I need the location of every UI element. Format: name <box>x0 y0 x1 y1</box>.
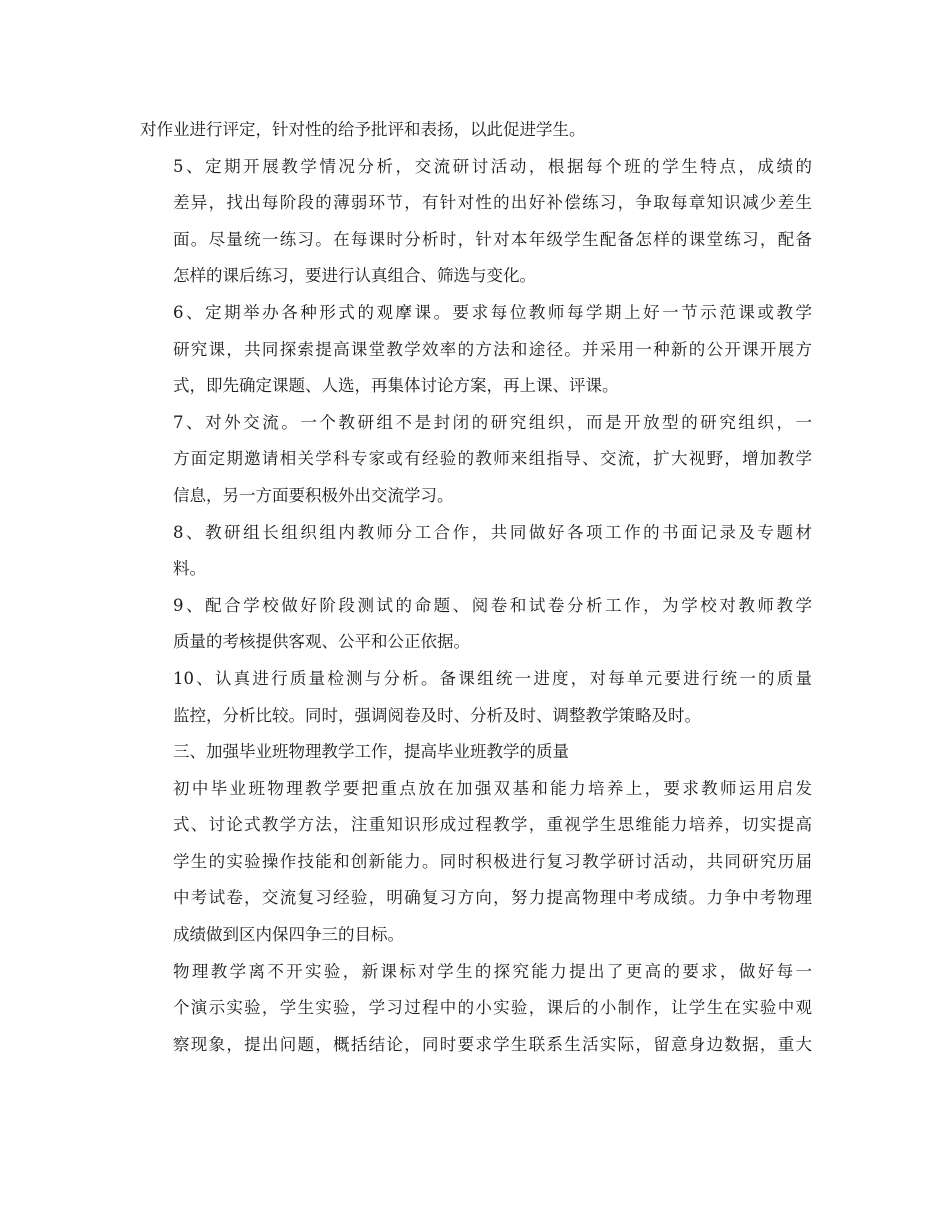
text-line: 中考试卷，交流复习经验，明确复习方向，努力提高物理中考成绩。力争中考物理 <box>173 888 812 908</box>
paragraph <box>140 771 812 954</box>
text-line: 5、定期开展教学情况分析，交流研讨活动，根据每个班的学生特点，成绩的 <box>173 156 812 176</box>
text-line: 成绩做到区内保四争三的目标。 <box>173 925 404 945</box>
document-body <box>140 112 812 1063</box>
text-line: 7、对外交流。一个教研组不是封闭的研究组织，而是开放型的研究组织，一 <box>173 412 812 432</box>
paragraph <box>140 661 812 734</box>
text-line: 察现象，提出问题，概括结论，同时要求学生联系生活实际，留意身边数据，重大 <box>173 1034 812 1054</box>
text-line: 差异，找出每阶段的薄弱环节，有针对性的出好补偿练习，争取每章知识减少差生 <box>173 193 812 213</box>
paragraph <box>140 112 812 149</box>
text-line: 料。 <box>173 559 206 579</box>
text-line: 8、教研组长组织组内教师分工合作，共同做好各项工作的书面记录及专题材 <box>173 522 812 542</box>
text-line: 式、讨论式教学方法，注重知识形成过程教学，重视学生思维能力培养，切实提高 <box>173 815 812 835</box>
paragraph <box>140 149 812 295</box>
text-line: 10、认真进行质量检测与分析。备课组统一进度，对每单元要进行统一的质量 <box>173 668 812 688</box>
paragraph <box>140 515 812 588</box>
text-line: 监控，分析比较。同时，强调阅卷及时、分析及时、调整教学策略及时。 <box>173 705 701 725</box>
paragraph <box>140 734 812 771</box>
text-line: 对作业进行评定，针对性的给予批评和表扬，以此促进学生。 <box>140 120 586 139</box>
text-line: 信息，另一方面要积极外出交流学习。 <box>173 485 454 505</box>
text-line: 9、配合学校做好阶段测试的命题、阅卷和试卷分析工作，为学校对教师教学 <box>173 595 812 615</box>
text-line: 6、定期举办各种形式的观摩课。要求每位教师每学期上好一节示范课或教学 <box>173 302 812 322</box>
paragraph <box>140 954 812 1064</box>
text-line: 学生的实验操作技能和创新能力。同时积极进行复习教学研讨活动，共同研究历届 <box>173 851 812 871</box>
text-line: 面。尽量统一练习。在每课时分析时，针对本年级学生配备怎样的课堂练习，配备 <box>173 229 812 249</box>
text-line: 三、加强毕业班物理教学工作，提高毕业班教学的质量 <box>173 742 569 762</box>
text-line: 方面定期邀请相关学科专家或有经验的教师来组指导、交流，扩大视野，增加教学 <box>173 449 812 469</box>
paragraph <box>140 405 812 515</box>
text-line: 研究课，共同探索提高课堂教学效率的方法和途径。并采用一种新的公开课开展方 <box>173 339 812 359</box>
text-line: 初中毕业班物理教学要把重点放在加强双基和能力培养上，要求教师运用启发 <box>173 778 812 798</box>
text-line: 式，即先确定课题、人选，再集体讨论方案，再上课、评课。 <box>173 376 619 396</box>
paragraph <box>140 588 812 661</box>
text-line: 质量的考核提供客观、公平和公正依据。 <box>173 632 470 652</box>
paragraph <box>140 295 812 405</box>
text-line: 怎样的课后练习，要进行认真组合、筛选与变化。 <box>173 266 536 286</box>
text-line: 物理教学离不开实验，新课标对学生的探究能力提出了更高的要求，做好每一 <box>173 961 812 981</box>
text-line: 个演示实验，学生实验，学习过程中的小实验，课后的小制作，让学生在实验中观 <box>173 998 812 1018</box>
